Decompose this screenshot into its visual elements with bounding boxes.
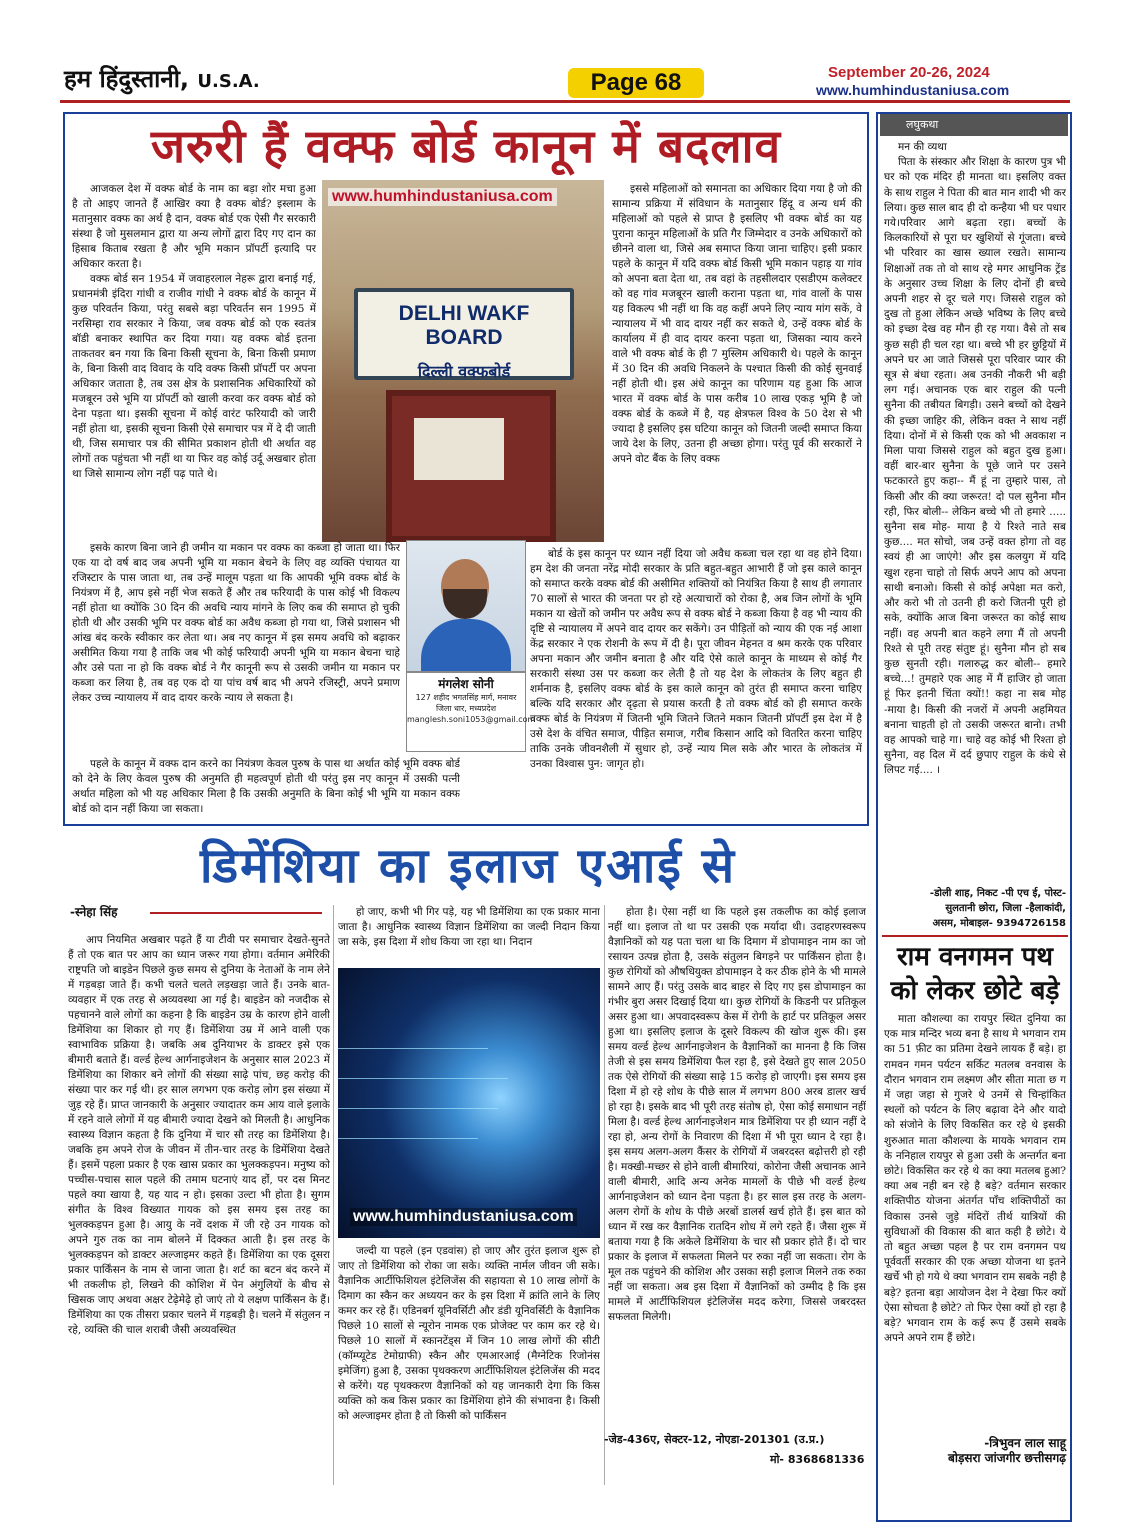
- wakf-board-photo: [322, 180, 604, 542]
- article1-column1-lower: [72, 541, 400, 753]
- article2-column2-top: [338, 905, 600, 965]
- author-name: मंगलेश सोनी: [438, 677, 494, 691]
- article2-para: जल्दी या पहले (इन एडवांस) हो जाए और तुरंत इलाज शुरू हो जाए तो डिमेंशिया को रोका जा सके। व्यक्ति नार्मल जीवन जी सके। वैज्ञानिक आर्टीफिशियल इंटेलिजेंस की सहायता से 10 लाख लोगों के दिमाग का स्कैन कर अध्ययन कर के इस दिशा में क्रांति लाने के लिए कमर कर रहे हैं। एडिनबर्ग यूनिवर्सिटी और डंडी यूनिवर्सिटी के वैज्ञानिक पिछले 10 सालों से न्यूरोन नामक एक प्रोजेक्ट पर काम कर रहे थे। पिछले 10 सालों में स्कानटेंड्स में जिन 10 लाख लोगों की सीटी (कॉम्प्यूटेड टेमोग्राफी) स्कैन और एमआरआई (मैग्नेटिक रिजोनंस इमेजिंग) हुआ है, उसका पृथक्करण आर्टीफिशियल इंटेलिजेंस की मदद से करेंगे। यह पृथक्करण वैज्ञानिकों को यह जानकारी देगा कि किस व्यक्ति को कब किस प्रकार का डिमेंशिया होने की संभावना है। किसी को अल्जाइमर होता है तो किसी को पार्किंसन: [338, 1245, 600, 1422]
- sidebar-article-title: राम वनगमन पथ को लेकर छोटे बड़े: [890, 942, 1060, 1006]
- article1-para: इसके कारण बिना जाने ही जमीन या मकान पर वक्फ का कब्जा हो जाता था। फिर एक या दो वर्ष बाद जब अपनी भूमि या मकान बेचने के लिए वह व्यक्ति पंचायत या रजिस्टार के पास जाता था, तब उन्हें मालूम पड़ता था कि आपकी भूमि वक्फ बोर्ड के नियंत्रण में है, आप इसे नहीं भेज सकते हैं और तब फरियादी के पास कोई भी विकल्प नहीं होता था क्योंकि 30 दिन की अवधि न्याय मांगने के लिए कब की समाप्त हो चुकी होती थी और उसकी भूमि पर वक्फ बोर्ड का अवैध कब्जा हो गया था, जिसे प्रशासन भी आंख बंद करके स्वीकार कर लेता था। अब नए कानून में इस समय अवधि को बढ़ाकर असीमित किया गया है ताकि जब भी कोई फरियादी अपनी भूमि या मकान बेचना चाहे और उसे पता ना हो कि वक्फ बोर्ड ने गैर कानूनी रूप से उसकी जमीन या मकान पर कब्जा कर लिया है, तब वह एक दो या पांच वर्ष बाद भी अपने रजिस्ट्री, अपने प्रमाण लेकर उच्च न्यायालय में वाद दायर करके न्याय ले सकता है।: [72, 542, 400, 704]
- article2-column2-bottom: [338, 1244, 600, 1484]
- header-divider: [60, 100, 1070, 103]
- image-watermark: www.humhindustaniusa.com: [350, 1208, 577, 1226]
- portrait-beard: [443, 589, 487, 619]
- website-link[interactable]: www.humhindustaniusa.com: [816, 82, 1010, 98]
- signature-line: -त्रिभुवन लाल साहू: [984, 1436, 1066, 1450]
- ai-brain-image: [338, 968, 600, 1238]
- issue-date: September 20-26, 2024: [828, 64, 990, 81]
- article1-headline: जरुरी हैं वक्फ बोर्ड कानून में बदलाव: [150, 119, 782, 173]
- article1-para: इससे महिलाओं को समानता का अधिकार दिया गया है जो की सामान्य प्रक्रिया में संविधान के मतानुसार हिंदू व अन्य धर्म की महिलाओं को पहले से प्राप्त है इसलिए भी वक्फ बोर्ड का यह पुराना कानून महिलाओं के प्रति गैर जिम्मेदार व उनके अधिकारों को छीनने वाला था, जिसे अब समाप्त किया जाना चाहिए। इसी प्रकार पहले के कानून में यदि वक्फ बोर्ड किसी भूमि मकान पहाड़ या गांव को अपना बता देता था, तब वहां के तहसीलदार एसडीएम कलेक्टर को वह गांव मजबूरन खाली कराना पड़ता था, गांव वालों के पास यह विकल्प भी नहीं था कि वह कहीं अपने लिए न्याय मांग सकें, वे न्यायालय में भी वाद दायर नहीं कर सकते थे, उन्हें वक्फ बोर्ड के कार्यालय में ही वाद दायर करना पड़ता था, जिसका न्याय करने वाले भी वक्फ बोर्ड के ही 7 मुस्लिम अधिकारी थे। पहले के कानून में 30 दिन की अवधि निकलने के पश्चात किसी की कोई सुनवाई नहीं होती थी। इस अंधे कानून का परिणाम यह हुआ कि आज भारत में वक्फ बोर्ड के पास करीब 10 लाख एकड़ भूमि है जो वक्फ बोर्ड के कब्जे में है, यह क्षेत्रफल विश्व के 50 देश से भी ज्यादा है इसलिए इस घटिया कानून को जितनी जल्दी समाप्त किया जाये देश के लिए, उतना ही अच्छा होगा। परंतु पूर्व की सरकारों ने अपने वोट बैंक के लिए वक्फ: [612, 183, 862, 465]
- article1-para: आजकल देश में वक्फ बोर्ड के नाम का बड़ा शोर मचा हुआ है तो आइए जानते हैं आखिर क्या है वक्फ बोर्ड? इस्लाम के मतानुसार वक्फ का अर्थ है दान, वक्फ बोर्ड एक ऐसी गैर सरकारी संस्था है जो मुसलमान द्वारा या अन्य लोगों द्वारा दिए गए दान का हिसाब किताब रखता है और भूमि मकान प्रॉपर्टी इत्यादि पर अधिकार करता है।: [72, 183, 316, 270]
- column-separator: [333, 905, 334, 1485]
- notice-sheet: [414, 418, 504, 480]
- signature-line: सुलतानी छोरा, जिला -हैलाकांदी,: [945, 903, 1066, 914]
- masthead-sub: U.S.A.: [197, 71, 260, 92]
- neural-fibre: [338, 1078, 508, 1079]
- article2-para: हो जाए, कभी भी गिर पड़े, यह भी डिमेंशिया का एक प्रकार माना जाता है। आधुनिक स्वास्थ्य विज्ञान डिमेंशिया का जल्दी निदान किया जा सके, इस दिशा में शोध किया जा रहा था। निदान: [338, 906, 600, 948]
- author-portrait: [406, 540, 526, 672]
- signboard-hindi: दिल्ली वक्फबोर्ड: [417, 362, 511, 381]
- story-title: मन की व्यथा: [898, 141, 947, 153]
- column-separator: [604, 905, 605, 1485]
- byline-rule: [150, 912, 322, 914]
- article2-headline: डिमेंशिया का इलाज एआई से: [199, 838, 737, 894]
- short-story: [884, 140, 1066, 882]
- page-number: Page 68: [568, 68, 704, 98]
- author-caption: [406, 672, 536, 752]
- sidebar-label: लघुकथा: [880, 114, 1068, 136]
- article1-column3-lower: [530, 547, 862, 821]
- masthead-title: हम हिंदुस्तानी,: [64, 65, 190, 93]
- signature-line: -डोली शाह, निकट -पी एच ई, पोस्ट-: [929, 888, 1066, 899]
- portrait-shirt: [421, 619, 511, 672]
- article1-column3: [612, 182, 862, 544]
- article1-column1-bottom: [72, 757, 460, 821]
- wakf-signboard: [354, 288, 574, 380]
- article2-column3: [608, 905, 866, 1427]
- sidebar-rule: [882, 935, 1068, 937]
- article1-para: पहले के कानून में वक्फ दान करने का नियंत्रण केवल पुरुष के पास था अर्थात कोई भूमि वक्फ बोर्ड को देने के लिए केवल पुरुष की अनुमति ही महत्वपूर्ण होती थी परंतु इस नए कानून में उसकी पत्नी अर्थात महिला को भी यह अधिकार मिला है कि उसकी अनुमति के बिना कोई भी भूमि या मकान वक्फ बोर्ड को दान नहीं किया जा सकता।: [72, 758, 460, 815]
- article2-column1: [68, 933, 330, 1483]
- sidebar-article-signature: [882, 1436, 1066, 1466]
- sidebar-article: [884, 1012, 1066, 1432]
- photo-watermark: www.humhindustaniusa.com: [328, 188, 557, 206]
- signboard-english: DELHI WAKF BOARD: [398, 302, 530, 349]
- signature-line: असम, मोबाइल- 9394726158: [932, 918, 1066, 929]
- masthead: [64, 62, 260, 95]
- article2-para: होता है। ऐसा नहीं था कि पहले इस तकलीफ का कोई इलाज नहीं था। इलाज तो था पर उसकी एक मर्यादा थी। उदाहरणस्वरूप वैज्ञानिकों को यह पता चला था कि दिमाग में डोपामाइन नाम का जो रसायन उत्पन्न होता है, उसके संतुलन बिगड़ने पर पार्किंसन होता है। कुछ रोगियों को औषधियुक्त डोपामाइन दे कर ठीक होने के भी मामले सामने आए हैं। परंतु उसके बाद बाहर से दिए गए इस डोपामाइन का गंभीर बुरा असर दिखाई दिया था। कुछ रोगियों के किडनी पर प्रतिकूल असर हुआ था। अपवादस्वरूप केस में रोगी के हार्ट पर प्रतिकूल असर हुआ था। इसलिए इलाज के दूसरे विकल्प की खोज शुरू की। इस समय वर्ल्ड हेल्थ आर्गनाइजेशन के वैज्ञानिकों का मानना है कि जिस तेजी से इस समय डिमेंशिया फैल रहा है, इसे देखते हुए साल 2050 तक ऐसे रोगियों की संख्या साढ़े 15 करोड़ हो जाएगी। इस समय इस दिशा में हो रहे शोध के पीछे साल में लगभग 800 अरब डालर खर्च हो रहा है। इसके बाद भी पूरी तरह संतोष हो, ऐसा कोई समाधान नहीं मिला है। वर्ल्ड हेल्थ आर्गनाइजेशन मात्र डिमेंशिया पर ही ध्यान नहीं दे रहा हो, अन्य रोगों के निवारण की दिशा में भी पूरा ध्यान दे रहा है। इस समय अलग-अलग कैंसर के रोगियों में जबरदस्त बढ़ोत्तरी हो रही है। मक्खी-मच्छर से होने वाली बीमारियां, कोरोना जैसी अचानक आने वाली बीमारी, आदि अन्य अनेक मामलों के पीछे भी वर्ल्ड हेल्थ आर्गनाइजेशन को ध्यान देना पड़ता है। हर साल इस तरह के अलग-अलग रोगों के शोध के पीछे अरबों डालर्स खर्च होते हैं। इस बात को ध्यान में रख कर वैज्ञानिक रातदिन शोध में लगे रहते हैं। जैसा शुरू में बताया गया है कि अकेले डिमेंशिया के चार सौ प्रकार होते हैं। दो चार प्रकार के इलाज में सफलता मिलने पर रुका नहीं जा सकता। रोग के मूल तक पहुंचने की कोशिश और उसका सही इलाज मिलने तक रुका नहीं जा सकता। अब इस दिशा में वैज्ञानिकों को उम्मीद है कि इस मामले में आर्टीफिशियल इंटेलिजेंस मदद करेगा, जिससे जबरदस्त सफलता मिलेगी।: [608, 906, 866, 1323]
- article1-para: वक्फ बोर्ड सन 1954 में जवाहरलाल नेहरू द्वारा बनाई गई, प्रधानमंत्री इंदिरा गांधी व राजीव गांधी ने वक्फ बोर्ड के कानून में कुछ परिवर्तन किया, परंतु सबसे बड़ा परिवर्तन सन 1995 में नरसिम्हा राव सरकार ने किया, जब वक्फ बोर्ड को एक स्वतंत्र बॉडी बनाकर स्थापित कर दिया गया। यह वक्फ बोर्ड इतना ताकतवर बन गया कि बिना किसी सूचना के, बिना किसी प्रमाण के, बिना किसी वाद विवाद के यदि वक्फ किसी प्रॉपर्टी पर अपना अधिकार जताता है, तब उस क्षेत्र के प्रशासनिक अधिकारियों को मजबूरन उसे भूमि या प्रॉपर्टी को खाली करवा कर वक्फ बोर्ड को देना पड़ता था। इसकी सूचना में कोई वारंट फरियादी को जारी नहीं होता था, इसकी सूचना किसी ऐसे समाचार पत्र में दे दी जाती थी, जिस समाचार पत्र की सीमित प्रकाशन होती थी अर्थात वह लोगों तक पहुंचता भी नहीं था या फिर वह कोई उर्दू अखबार होता था जिसे सामान्य लोग नहीं पढ़ पाते थे।: [72, 273, 316, 480]
- neural-fibre: [338, 1048, 488, 1049]
- article2-address: -जेड-436ए, सेक्टर-12, नोएडा-201301 (उ.प्र.): [604, 1433, 825, 1446]
- sidebar-article-body: माता कौशल्या का रायपुर स्थित दुनिया का एक मात्र मन्दिर भव्य बना है साथ मे भगवान राम का 51 फ़ीट का प्रतिमा देखने लायक हैं बड़े। हा रामवन गमन पर्यटन सर्किट मतलब वनवास के दौरान भगवान राम लक्ष्मण और सीता माता छ ग में जहा जहा से गुजरे थे उनमें से चिन्हांकित स्थलों को पर्यटन के लिए बढ़ावा देने और यादो को संजोने के लिए विकसित कर रहे थे इसकी शुरुआत माता कौशल्या के मायके भगवान राम के ननिहाल रायपुर से हुआ उसी के अन्तर्गत बना छोटे। विकसित कर रहे थे का क्या मतलब हुआ?क्या अब नही बन रहे है बड़े? वर्तमान सरकार शक्तिपीठ योजना अंतर्गत पाँच शक्तिपीठों का विकास उनसे जुड़े मंदिरों तीर्थ यात्रियों की सुविधाओं की विकास की बात कही है छोटे। ये तो बहुत अच्छा पहल है पर राम वनगमन पथ पूर्ववर्ती सरकार की एक अच्छा योजना था इतने खर्चे भी हो गये थे क्या भगवान राम सबके नही है बड़े? इतना बड़ा आयोजन देश ने देखा फिर क्यों ऐसा सोचता है छोटे? तो फिर ऐसा क्यों हो रहा है बड़े? भगवान राम के कई रूप हैं उसमे सबके अपने अपने राम हैं छोटे।: [884, 1013, 1066, 1345]
- article1-column1: [72, 182, 316, 538]
- article2-mobile: मो- 8368681336: [770, 1453, 865, 1466]
- article2-para: आप नियमित अखबार पढ़ते हैं या टीवी पर समाचार देखते-सुनते हैं तो एक बात पर आप का ध्यान जरूर गया होगा। वर्तमान अमेरिकी राष्ट्रपति जो बाइडेन पिछले कुछ समय से दुनिया के नेताओं के नाम लेने में गड़बड़ा जाते हैं। कभी चलते चलते लड़खड़ा जाते हैं। उनके बात-व्यवहार में एक तरह से अव्यवस्था आ गई है। बाइडेन को नजदीक से पहचानने वाले लोगों का कहना है कि बाइडेन उम्र के कारण होने वाली डिमेंशिया का शिकार हो गए हैं। डिमेंशिया उम्र में आने वाली एक स्वाभाविक प्रक्रिया है। जबकि अब दुनियाभर के डाक्टर इसे एक बीमारी बताते हैं। वर्ल्ड हेल्थ आर्गनाइजेशन के अनुसार साल 2023 में डिमेंशिया का शिकार बने लोगों की संख्या साढ़े पांच, छह करोड़ की संख्या पार कर गई थी। हर साल लगभग एक करोड़ लोग इस संख्या में जुड़ रहे हैं। प्राप्त जानकारी के अनुसार ज्यादातर कम आय वाले इलाके में रहने वाले लोगों में यह बीमारी ज्यादा देखने को मिलती है। आधुनिक स्वास्थ्य विज्ञान कहता है कि दुनिया में चार सौ तरह का डिमेंशिया है। जबकि हम अपने रोज के जीवन में तीन-चार तरह के डिमेंशिया देखते हैं। इसमें पहला प्रकार है एक खास प्रकार का भुलक्कड़पन। मनुष्य को पच्चीस-पचास साल पहले की तमाम घटनाएं याद होंं, पर दस मिनट पहले क्या खाया है, यह याद न हो। इसका उल्टा भी होता है। सुगम संगीत के विश्व विख्यात गायक को इस समय इस तरह का भुलक्कड़पन हुआ है। आयु के नवें दशक में जी रहे उन गायक को अपने गुरु तक का नाम बोलने में दिक्कत आती है। इस तरह के भुलक्कड़पन को डाक्टर अल्जाइमर कहते हैं। डिमेंशिया का एक दूसरा प्रकार पार्किंसन के नाम से जाना जाता है। शर्ट का बटन बंद करने में भी तकलीफ हो, लिखने की कोशिश में पेन अंगुलियों के बीच से खिसक जाए अथवा अक्षर टेढ़ेमेढ़े हो जाएं तो ये लक्षण पार्किंसन के हैं। डिमेंशिया का एक तीसरा प्रकार चलने में गड़बड़ी है। चलने में संतुलन न रहे, व्यक्ति की चाल शराबी जैसी अव्यवस्थित: [68, 934, 330, 1336]
- author-email[interactable]: manglesh.soni1053@gmail.com: [407, 715, 536, 724]
- author-address: 127 शहीद भगतसिंह मार्ग, मनावर जिला धार, मध्यप्रदेश: [415, 693, 517, 713]
- neural-fibre: [338, 1108, 498, 1109]
- neural-fibre: [338, 1138, 478, 1139]
- story-signature: [882, 886, 1066, 931]
- article2-byline: -स्नेहा सिंह: [70, 905, 118, 919]
- article1-para: बोर्ड के इस कानून पर ध्यान नहीं दिया जो अवैध कब्जा चल रहा था वह होने दिया। हम देश की जनता नरेंद्र मोदी सरकार के प्रति बहुत-बहुत आभारी हैं जो इस काले कानून को समाप्त करके वक्फ बोर्ड की असीमित शक्तियों को नियंत्रित किया है साथ ही लगातार 70 सालों से भारत की जनता पर हो रहे अत्याचारों को रोका है, अब जिन लोगों के भूमि मकान या खेतों को जमीन पर अवैध रूप से वक्फ बोर्ड ने कब्जा किया है वह भी न्याय की दृष्टि से न्यायालय में अपने वाद दायर कर सकेंगे। उन पीड़ितों को न्याय की एक नई आशा केंद्र सरकार ने एक रोशनी के रूप में दी है। पूरा जीवन मेहनत व श्रम करके एक परिवार अपना मकान और जमीन बनाता है और यदि ऐसे काले कानून के माध्यम से कोई गैर सरकारी संस्था उस पर कब्जा कर लेती है तो यह देश के लोकतंत्र के लिए बहुत ही शर्मनाक है, इसलिए वक्फ बोर्ड के इस काले कानून को तुरंत ही समाप्त करना चाहिए बल्कि यदि सरकार और दृढ़ता से प्रयास करती है तो वक्फ बोर्ड को ही समाप्त करके वक्फ बोर्ड के नियंत्रण में जितनी भूमि जितने जितने मकान जितनी प्रॉपर्टी इस देश में है उसे देश के वंचित समाज, पीड़ित समाज, गरीब किसान आदि को वितरित करना चाहिए ताकि उनके जीवनशैली में सुधार हो, उन्हें न्याय मिल सके और भारत के लोकतंत्र में उनका विश्वास पुन: जागृत हो।: [530, 548, 862, 770]
- story-body: पिता के संस्कार और शिक्षा के कारण पुत्र भी घर को एक मंदिर ही मानता था। इसलिए वक्त के साथ राहुल ने पिता की बात मान शादी भी कर लिया। कुछ साल बाद ही दो कन्हैया भी घर पधार गये।परिवार आगे बढ़ता रहा। बच्चों के किलकारियों से पूरा घर खुशियों से गूंजता। बच्चे भी परिवार का खास ख्याल रखते। सामान्य शिक्षाओं तक तो वो साथ रहे मगर आधुनिक ट्रेंड के अनुसार उच्च शिक्षा के लिए दोनों ही बच्चे अपनी शहर से दूर चले गए। जिससे राहुल को दुख तो हुआ लेकिन अच्छे भविष्य के लिए बच्चे को इच्छा देख वह मौन ही रह गया। वैसे तो सब कुछ सही ही चल रहा था। बच्चे भी हर छुट्टियों में अपने घर आ जाते जिससे पूरा परिवार प्यार की सूत्र से बंधा रहता। अब उनकी नौकरी भी बड़ी लग गई। अचानक एक बार राहुल की पत्नी सुनैना की तबीयत बिगड़ी। उसने बच्चों को देखने की इच्छा जाहिर की, लेकिन वक्त ने साथ नहीं दिया। दोनों में से किसी एक को भी अवकाश न मिला पाया जिससे राहुल को बहुत दुख हुआ। वहीं बार-बार सुनैना के पूछे जाने पर उसने फटकारते हुए कहा-- मैं हूं ना तुम्हारे पास, तो किसी और की क्या जरूरत! दो पल सुनैना मौन रही, फिर बोली-- लेकिन बच्चे भी तो हमारे ..... सुनैना सब मोह- माया है ये रिश्ते नाते सब कुछ.... मत सोचो, जब उन्हें वक्त होगा तो वह स्वयं ही आ जाएंगे! और इस कलयुग में यदि खुश रहना चाहो तो सिर्फ अपने आप को अपना साथी बनाओ। किसी से कोई अपेक्षा मत करो, और करो भी तो उतनी ही करो जितनी पूरी हो सके, क्योंकि आज बिना जरूरत का कोई साथ नहीं। वह अपनी बात कहने लगा मैं तो अपनी रिश्ते से पूरी तरह संतुष्ट हूं। सुनैना मौन हो सब कुछ सुनती रही। गलारुद्ध कर बोली-- हमारे बच्चे...! तुमहारे एक आह में मैं हाजिर हो जाता हूं फिर इतनी चिंता क्यों!! कहा ना सब मोह -माया है। किसी की नजरों में अपनी अहमियत बनाना चाहती हो तो उसकी जरूरत बानो। तभी वह आपको चाहे गा। चाहे वह कोई भी रिश्ता हो सुनैना, वह दिल में दर्द छुपाए राहुल के कंधे से लिपट गई.... ।: [884, 156, 1066, 777]
- signature-line: बोड़सरा जांजगीर छत्तीसगढ़: [948, 1451, 1066, 1465]
